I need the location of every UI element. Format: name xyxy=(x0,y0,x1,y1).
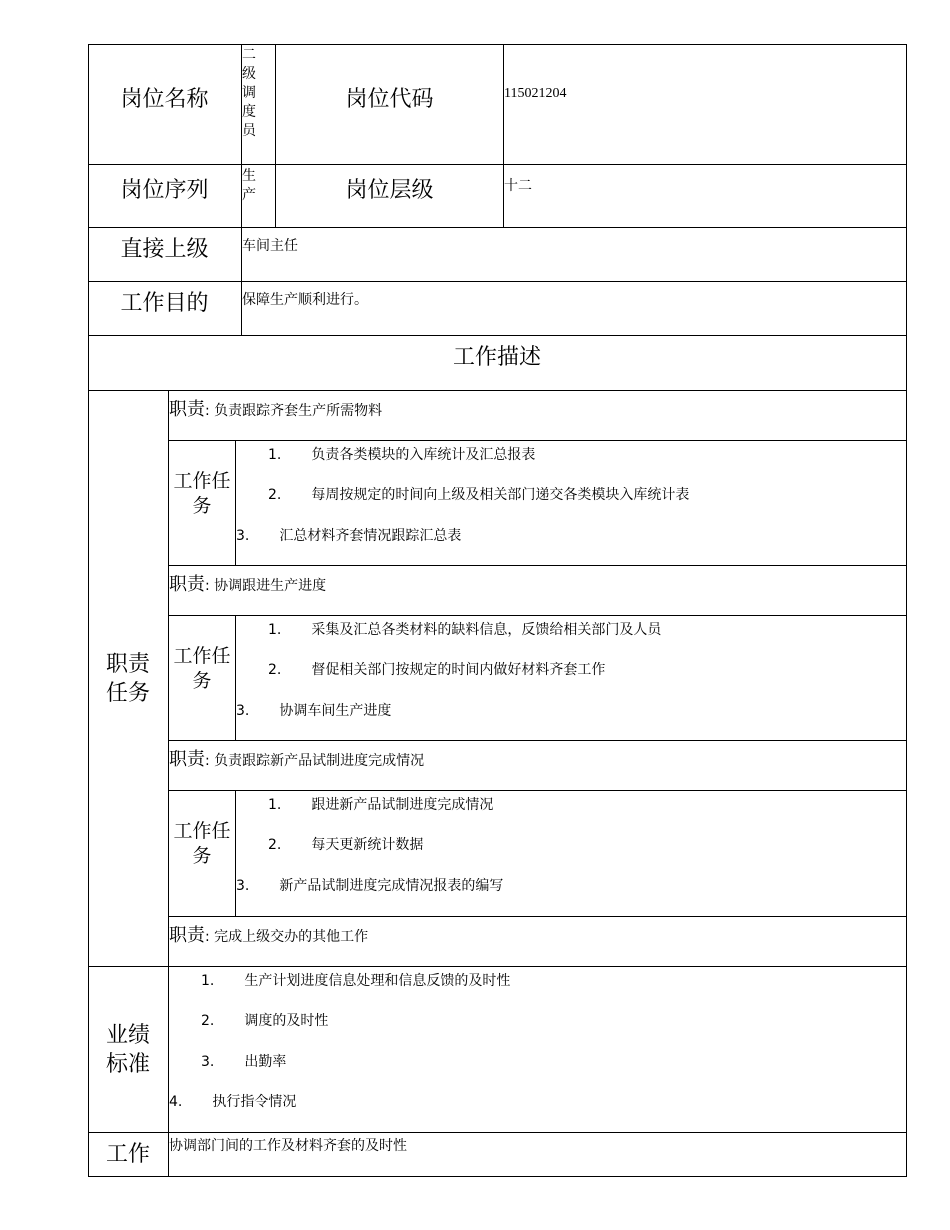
duty-2 xyxy=(169,566,907,616)
task-3-2: 2. 每天更新统计数据 xyxy=(268,837,424,853)
job-description-table xyxy=(88,44,907,1177)
duty-1-prefix: 职责 xyxy=(169,399,205,420)
superior-label: 直接上级 xyxy=(88,228,242,282)
tasks-2 xyxy=(236,616,907,741)
duties-label: 职责任务 xyxy=(105,651,150,706)
position-name-text: 二级调度员 xyxy=(242,47,256,139)
duty-3 xyxy=(169,741,907,791)
duties-label-cell xyxy=(88,391,169,967)
task-2-3: 3. 协调车间生产进度 xyxy=(236,703,392,719)
sequence-value xyxy=(242,165,276,228)
duty-4 xyxy=(169,917,907,967)
performance-list xyxy=(169,967,907,1133)
task-3-1: 1. 跟进新产品试制进度完成情况 xyxy=(268,797,494,813)
level-value: 十二 xyxy=(504,165,907,228)
position-code-text: 115021204 xyxy=(504,86,567,101)
position-code-label: 岗位代码 xyxy=(276,44,504,165)
task-label-2: 工作任务 xyxy=(173,645,231,692)
performance-3: 3. 出勤率 xyxy=(201,1054,287,1070)
last-label: 工作 xyxy=(88,1133,169,1177)
task-label-1: 工作任务 xyxy=(173,470,231,517)
task-label-3: 工作任务 xyxy=(173,820,231,867)
performance-2: 2. 调度的及时性 xyxy=(201,1013,329,1029)
duty-2-prefix: 职责 xyxy=(169,574,205,595)
duty-1 xyxy=(169,391,907,441)
task-1-2: 2. 每周按规定的时间向上级及相关部门递交各类模块入库统计表 xyxy=(268,487,690,503)
position-name-value xyxy=(242,44,276,165)
performance-label-cell xyxy=(88,967,169,1133)
duty-1-text: : 负责跟踪齐套生产所需物料 xyxy=(205,403,383,419)
performance-4: 4. 执行指令情况 xyxy=(169,1094,297,1110)
duty-3-text: : 负责跟踪新产品试制进度完成情况 xyxy=(205,753,425,769)
task-label-3-cell xyxy=(169,791,236,917)
section-title: 工作描述 xyxy=(88,336,907,391)
task-2-1: 1. 采集及汇总各类材料的缺料信息，反馈给相关部门及人员 xyxy=(268,622,662,638)
duty-3-prefix: 职责 xyxy=(169,749,205,770)
duty-4-prefix: 职责 xyxy=(169,925,205,946)
tasks-3 xyxy=(236,791,907,917)
sequence-text: 生产 xyxy=(242,168,256,203)
purpose-label: 工作目的 xyxy=(88,282,242,336)
position-name-label: 岗位名称 xyxy=(88,44,242,165)
task-1-1: 1. 负责各类模块的入库统计及汇总报表 xyxy=(268,447,536,463)
level-label: 岗位层级 xyxy=(276,165,504,228)
superior-value: 车间主任 xyxy=(242,228,907,282)
task-label-1-cell xyxy=(169,441,236,566)
sequence-label: 岗位序列 xyxy=(88,165,242,228)
performance-1: 1. 生产计划进度信息处理和信息反馈的及时性 xyxy=(201,973,511,989)
task-2-2: 2. 督促相关部门按规定的时间内做好材料齐套工作 xyxy=(268,662,606,678)
duty-2-text: : 协调跟进生产进度 xyxy=(205,578,327,594)
position-code-value xyxy=(504,44,907,165)
task-3-3: 3. 新产品试制进度完成情况报表的编写 xyxy=(236,878,504,894)
task-label-2-cell xyxy=(169,616,236,741)
duty-4-text: : 完成上级交办的其他工作 xyxy=(205,929,369,945)
purpose-value: 保障生产顺利进行。 xyxy=(242,282,907,336)
last-value: 协调部门间的工作及材料齐套的及时性 xyxy=(169,1133,907,1177)
performance-label: 业绩标准 xyxy=(105,1022,150,1077)
task-1-3: 3. 汇总材料齐套情况跟踪汇总表 xyxy=(236,528,462,544)
tasks-1 xyxy=(236,441,907,566)
